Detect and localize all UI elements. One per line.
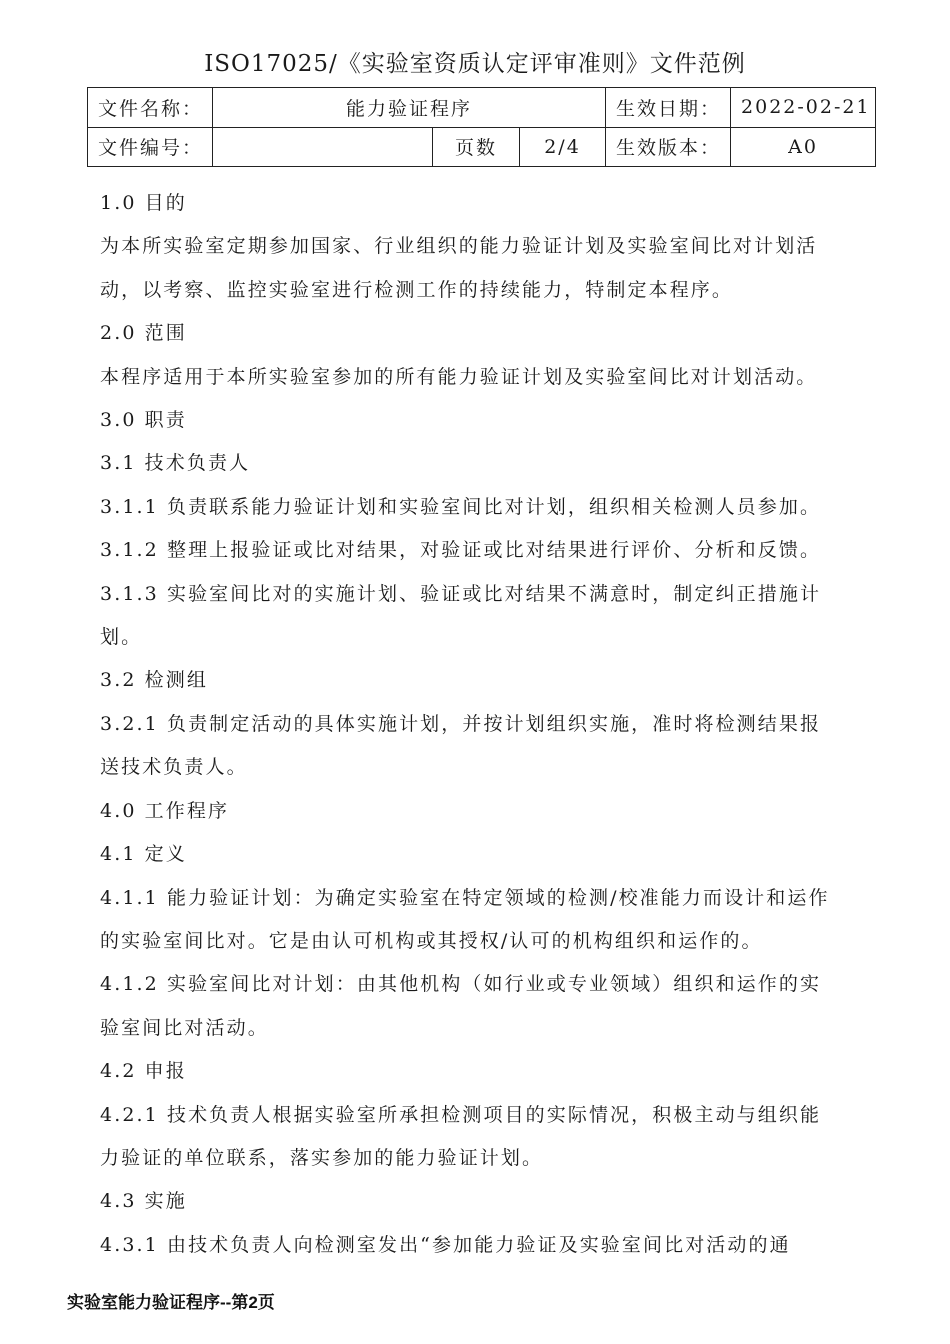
paragraph-line: 本程序适用于本所实验室参加的所有能力验证计划及实验室间比对计划活动。 bbox=[100, 365, 818, 388]
paragraph-line: 验室间比对活动。 bbox=[100, 1016, 269, 1039]
subsection-heading: 4.1 定义 bbox=[100, 843, 187, 866]
paragraph-line: 4.1.2 实验室间比对计划：由其他机构（如行业或专业领域）组织和运作的实 bbox=[100, 973, 822, 996]
doc-no-value bbox=[213, 127, 433, 167]
doc-name-label: 文件名称： bbox=[88, 88, 213, 128]
paragraph-line: 送技术负责人。 bbox=[100, 756, 248, 779]
paragraph-line: 动，以考察、监控实验室进行检测工作的持续能力，特制定本程序。 bbox=[100, 278, 734, 301]
effective-date-value: 2022-02-21 bbox=[731, 88, 876, 128]
paragraph-line: 3.1.3 实验室间比对的实施计划、验证或比对结果不满意时，制定纠正措施计 bbox=[100, 582, 822, 605]
section-heading: 2.0 范围 bbox=[100, 322, 187, 345]
paragraph-line: 力验证的单位联系，落实参加的能力验证计划。 bbox=[100, 1146, 544, 1169]
section-heading: 1.0 目的 bbox=[100, 192, 187, 214]
document-info-table bbox=[87, 87, 876, 167]
pages-value: 2/4 bbox=[520, 127, 606, 167]
effective-date-label: 生效日期： bbox=[606, 88, 731, 128]
paragraph-line: 为本所实验室定期参加国家、行业组织的能力验证计划及实验室间比对计划活 bbox=[100, 235, 818, 258]
page-title: ISO17025/《实验室资质认定评审准则》文件范例 bbox=[204, 51, 746, 77]
document-body bbox=[100, 182, 860, 1267]
page-footer: 实验室能力验证程序--第2页 bbox=[67, 1293, 275, 1312]
paragraph-line: 4.2.1 技术负责人根据实验室所承担检测项目的实际情况，积极主动与组织能 bbox=[100, 1103, 822, 1126]
version-value: A0 bbox=[731, 127, 876, 167]
table-row bbox=[88, 88, 876, 128]
paragraph-line: 4.3.1 由技术负责人向检测室发出“参加能力验证及实验室间比对活动的通 bbox=[100, 1233, 791, 1256]
paragraph-line: 的实验室间比对。它是由认可机构或其授权/认可的机构组织和运作的。 bbox=[100, 929, 763, 952]
paragraph-line: 划。 bbox=[100, 626, 143, 649]
section-heading: 3.0 职责 bbox=[100, 409, 187, 432]
doc-no-label: 文件编号： bbox=[88, 127, 213, 167]
subsection-heading: 4.3 实施 bbox=[100, 1190, 187, 1213]
paragraph-line: 4.1.1 能力验证计划：为确定实验室在特定领域的检测/校准能力而设计和运作 bbox=[100, 886, 830, 909]
subsection-heading: 3.2 检测组 bbox=[100, 669, 208, 692]
paragraph-line: 3.1.2 整理上报验证或比对结果，对验证或比对结果进行评价、分析和反馈。 bbox=[100, 539, 822, 562]
paragraph-line: 3.1.1 负责联系能力验证计划和实验室间比对计划，组织相关检测人员参加。 bbox=[100, 495, 822, 518]
subsection-heading: 3.1 技术负责人 bbox=[100, 452, 251, 475]
pages-label: 页数 bbox=[433, 127, 520, 167]
subsection-heading: 4.2 申报 bbox=[100, 1060, 187, 1083]
paragraph-line: 3.2.1 负责制定活动的具体实施计划，并按计划组织实施，准时将检测结果报 bbox=[100, 712, 822, 735]
doc-name-value: 能力验证程序 bbox=[213, 88, 606, 128]
table-row bbox=[88, 127, 876, 167]
section-heading: 4.0 工作程序 bbox=[100, 799, 230, 822]
version-label: 生效版本： bbox=[606, 127, 731, 167]
